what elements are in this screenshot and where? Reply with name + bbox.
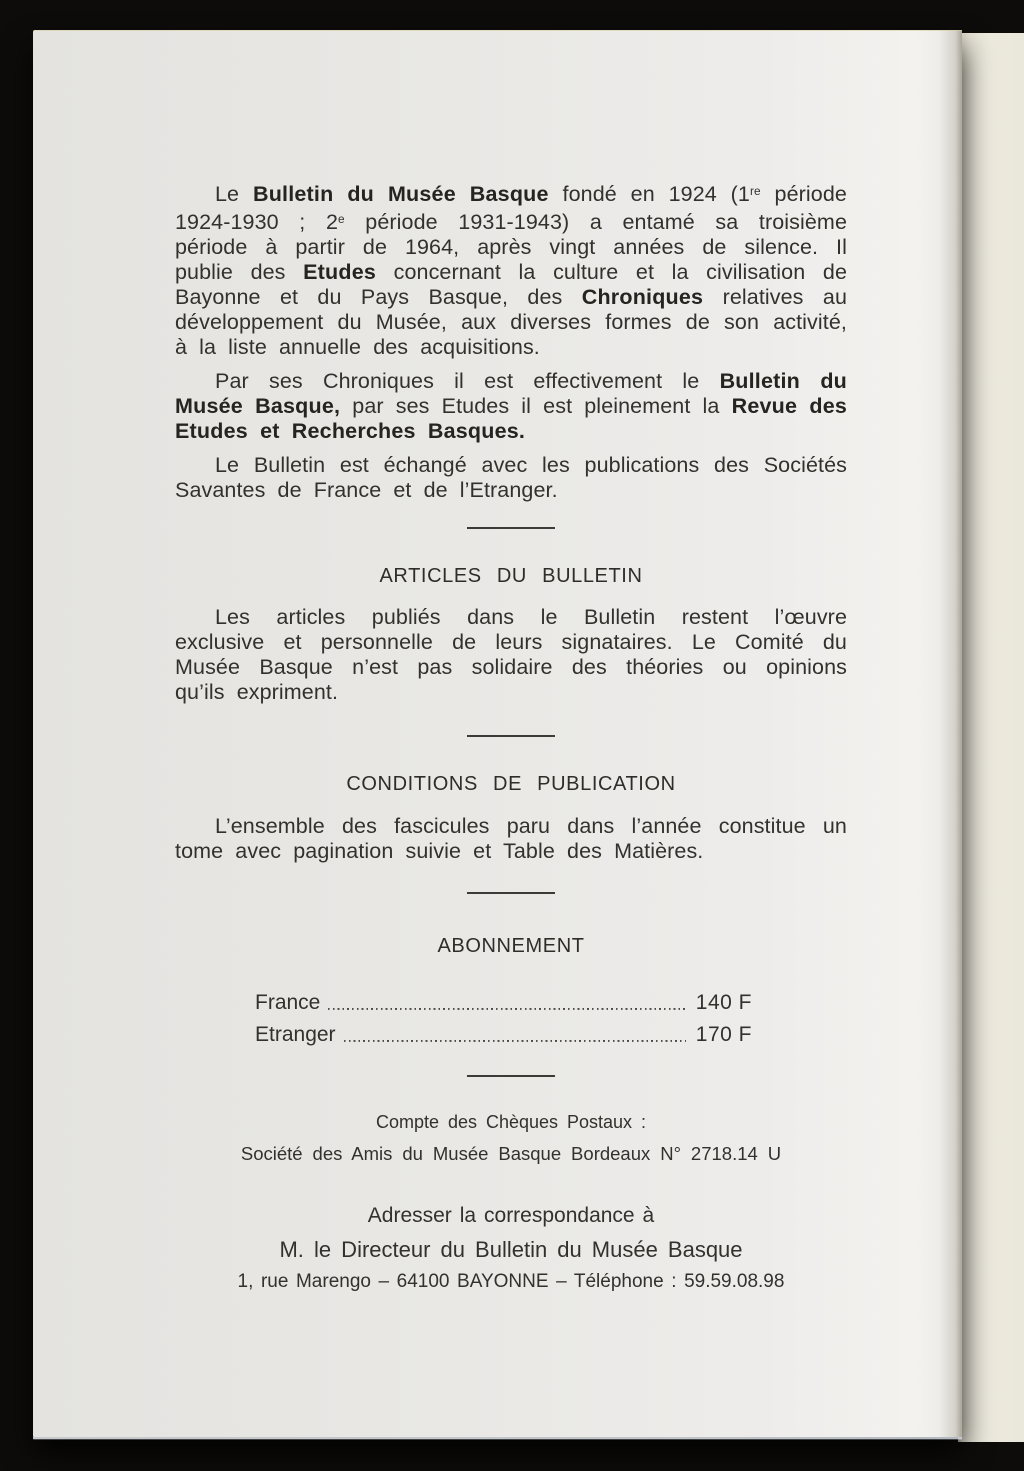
abonnement-section-heading: ABONNEMENT — [437, 934, 585, 957]
subscription-label: France — [255, 990, 321, 1014]
bold-run: Bulletin du Musée Basque, — [175, 368, 847, 418]
text-run: période 1924-1930 ; 2 — [175, 181, 847, 234]
text-run: période 1931-1943) a entamé sa troisième période à partir de 1964, après vingt années de silence. Il publie des — [175, 209, 847, 284]
articles-section-heading: ARTICLES DU BULLETIN — [379, 564, 643, 587]
postal-account-heading: Compte des Chèques Postaux : — [376, 1111, 646, 1132]
subscription-price: 170 F — [695, 1022, 752, 1046]
text-run: fondé en 1924 (1 — [548, 181, 750, 206]
text-run: Par ses Chroniques il est effectivement le — [215, 368, 720, 393]
next-page-edge — [958, 33, 1024, 1442]
document-page — [33, 30, 962, 1437]
text-run: concernant la culture et la civilisation de Bayonne et du Pays Basque, des — [175, 259, 847, 309]
superscript-run: e — [338, 211, 345, 226]
postal-account-number: Société des Amis du Musée Basque Bordeaux N° 2718.14 U — [240, 1142, 782, 1164]
dotted-leader — [344, 1022, 686, 1048]
subscription-row-etranger — [255, 1022, 752, 1048]
conditions-section-body: L’ensemble des fascicules paru dans l’année constitue un tome avec pagination suivie et Table des Matières. — [175, 813, 847, 863]
section-divider — [467, 1075, 555, 1077]
section-divider — [467, 892, 555, 894]
subscription-row-france — [255, 990, 752, 1016]
superscript-run: re — [750, 184, 761, 198]
correspondence-line: Adresser la correspondance à — [367, 1203, 655, 1227]
intro-paragraph-2 — [175, 369, 847, 444]
correspondence-director: M. le Directeur du Bulletin du Musée Basque — [279, 1236, 743, 1262]
articles-section-body: Les articles publiés dans le Bulletin restent l’œuvre exclusive et personnelle de leurs signataires. Le Comité du Musée Basque n’est pas solidaire des théories ou opinions qu’ils expriment. — [175, 604, 847, 704]
bold-run: Chroniques — [581, 284, 704, 309]
intro-paragraph-3: Le Bulletin est échangé avec les publications des Sociétés Savantes de France et de l’Etranger. — [175, 452, 847, 502]
page-content — [175, 31, 847, 1293]
subscription-label: Etranger — [255, 1022, 336, 1046]
correspondence-address: 1, rue Marengo – 64100 BAYONNE – Téléphone : 59.59.08.98 — [237, 1270, 785, 1292]
bold-run: Etudes — [303, 259, 377, 284]
section-divider — [467, 527, 555, 529]
dotted-leader — [328, 990, 685, 1016]
bold-run: Revue des Etudes et Recherches Basques. — [175, 393, 848, 443]
text-run: relatives au développement du Musée, aux diverses formes de son activité, à la liste annuelle des acquisitions. — [175, 284, 847, 359]
text-run: Le — [215, 181, 253, 206]
conditions-section-heading: CONDITIONS DE PUBLICATION — [346, 772, 676, 795]
text-run: par ses Etudes il est pleinement la — [340, 393, 732, 418]
subscription-price: 140 F — [695, 990, 752, 1014]
section-divider — [467, 735, 555, 737]
bold-run: Bulletin du Musée Basque — [252, 181, 549, 206]
intro-paragraph-1 — [175, 179, 847, 360]
